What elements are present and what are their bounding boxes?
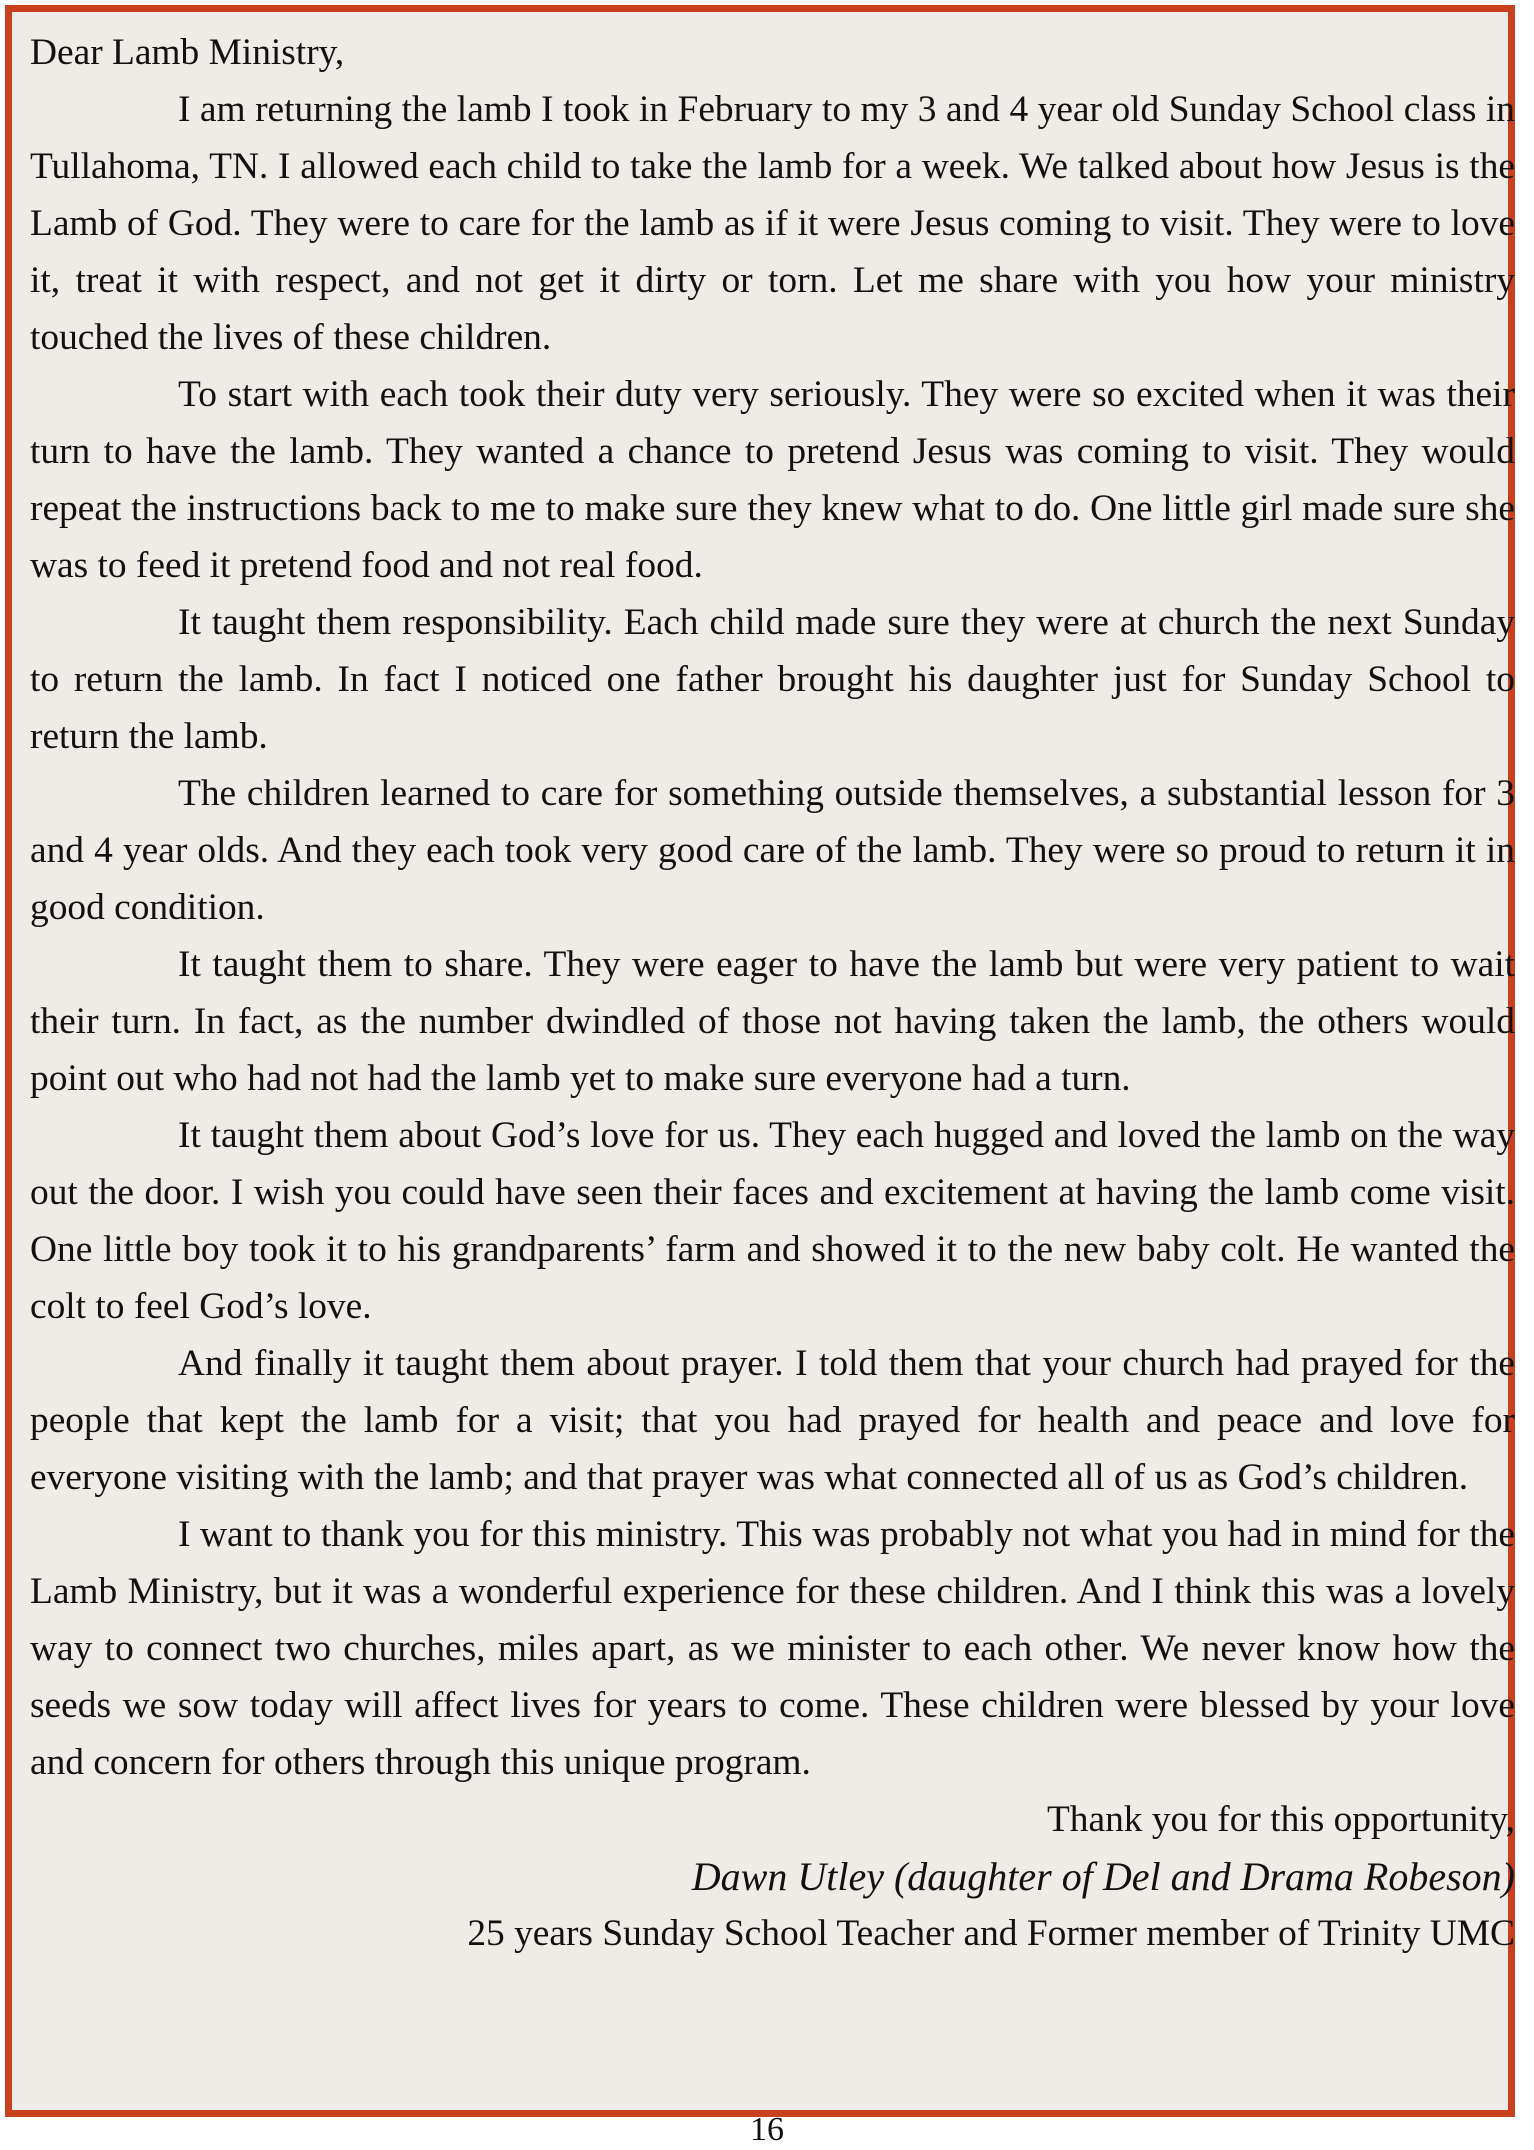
paragraph-gods-love: It taught them about God’s love for us. They each hugged and loved the lamb on the way out the door. I wish you could have seen their faces and excitement at having the lamb come visit. One little boy took it to his grandparents’ farm and showed it to the new baby colt. He wanted the colt to feel God’s love.	[30, 1115, 1515, 1327]
signature: Dawn Utley (daughter of Del and Drama Robeson)	[691, 1854, 1515, 1899]
page-number: 16	[750, 2111, 784, 2148]
paragraph-care: The children learned to care for something outside themselves, a substantial lesson for 3 and 4 year olds. And they each took very good care of the lamb. They were so proud to return it in good condition.	[30, 773, 1515, 928]
paragraph-returning-lamb: I am returning the lamb I took in February to my 3 and 4 year old Sunday School class in Tullahoma, TN. I allowed each child to take the lamb for a week. We talked about how Jesus is the Lamb of God. They were to care for the lamb as if it were Jesus coming to visit. They were to love it, treat it with respect, and not get it dirty or torn. Let me share with you how your ministry touched the lives of these children.	[30, 89, 1515, 358]
paragraph-responsibility: It taught them responsibility. Each child made sure they were at church the next Sunday to return the lamb. In fact I noticed one father brought his daughter just for Sunday School to return the lamb.	[30, 602, 1515, 757]
letter-body	[30, 24, 1515, 1962]
closing: Thank you for this opportunity,	[1046, 1799, 1515, 1840]
paragraph-share: It taught them to share. They were eager to have the lamb but were very patient to wait their turn. In fact, as the number dwindled of those not having taken the lamb, the others would point out who had not had the lamb yet to make sure everyone had a turn.	[30, 944, 1515, 1099]
paragraph-thanks: I want to thank you for this ministry. This was probably not what you had in mind for the Lamb Ministry, but it was a wonderful experience for these children. And I think this was a lovely way to connect two churches, miles apart, as we minister to each other. We never know how the seeds we sow today will affect lives for years to come. These children were blessed by your love and concern for others through this unique program.	[30, 1514, 1515, 1783]
paragraph-prayer: And finally it taught them about prayer. I told them that your church had prayed for the people that kept the lamb for a visit; that you had prayed for health and peace and love for everyone visiting with the lamb; and that prayer was what connected all of us as God’s children.	[30, 1343, 1515, 1498]
signer-title: 25 years Sunday School Teacher and Former member of Trinity UMC	[467, 1913, 1515, 1954]
salutation: Dear Lamb Ministry,	[30, 32, 345, 73]
paragraph-duty: To start with each took their duty very seriously. They were so excited when it was their turn to have the lamb. They wanted a chance to pretend Jesus was coming to visit. They would repeat the instructions back to me to make sure they knew what to do. One little girl made sure she was to feed it pretend food and not real food.	[30, 374, 1515, 586]
